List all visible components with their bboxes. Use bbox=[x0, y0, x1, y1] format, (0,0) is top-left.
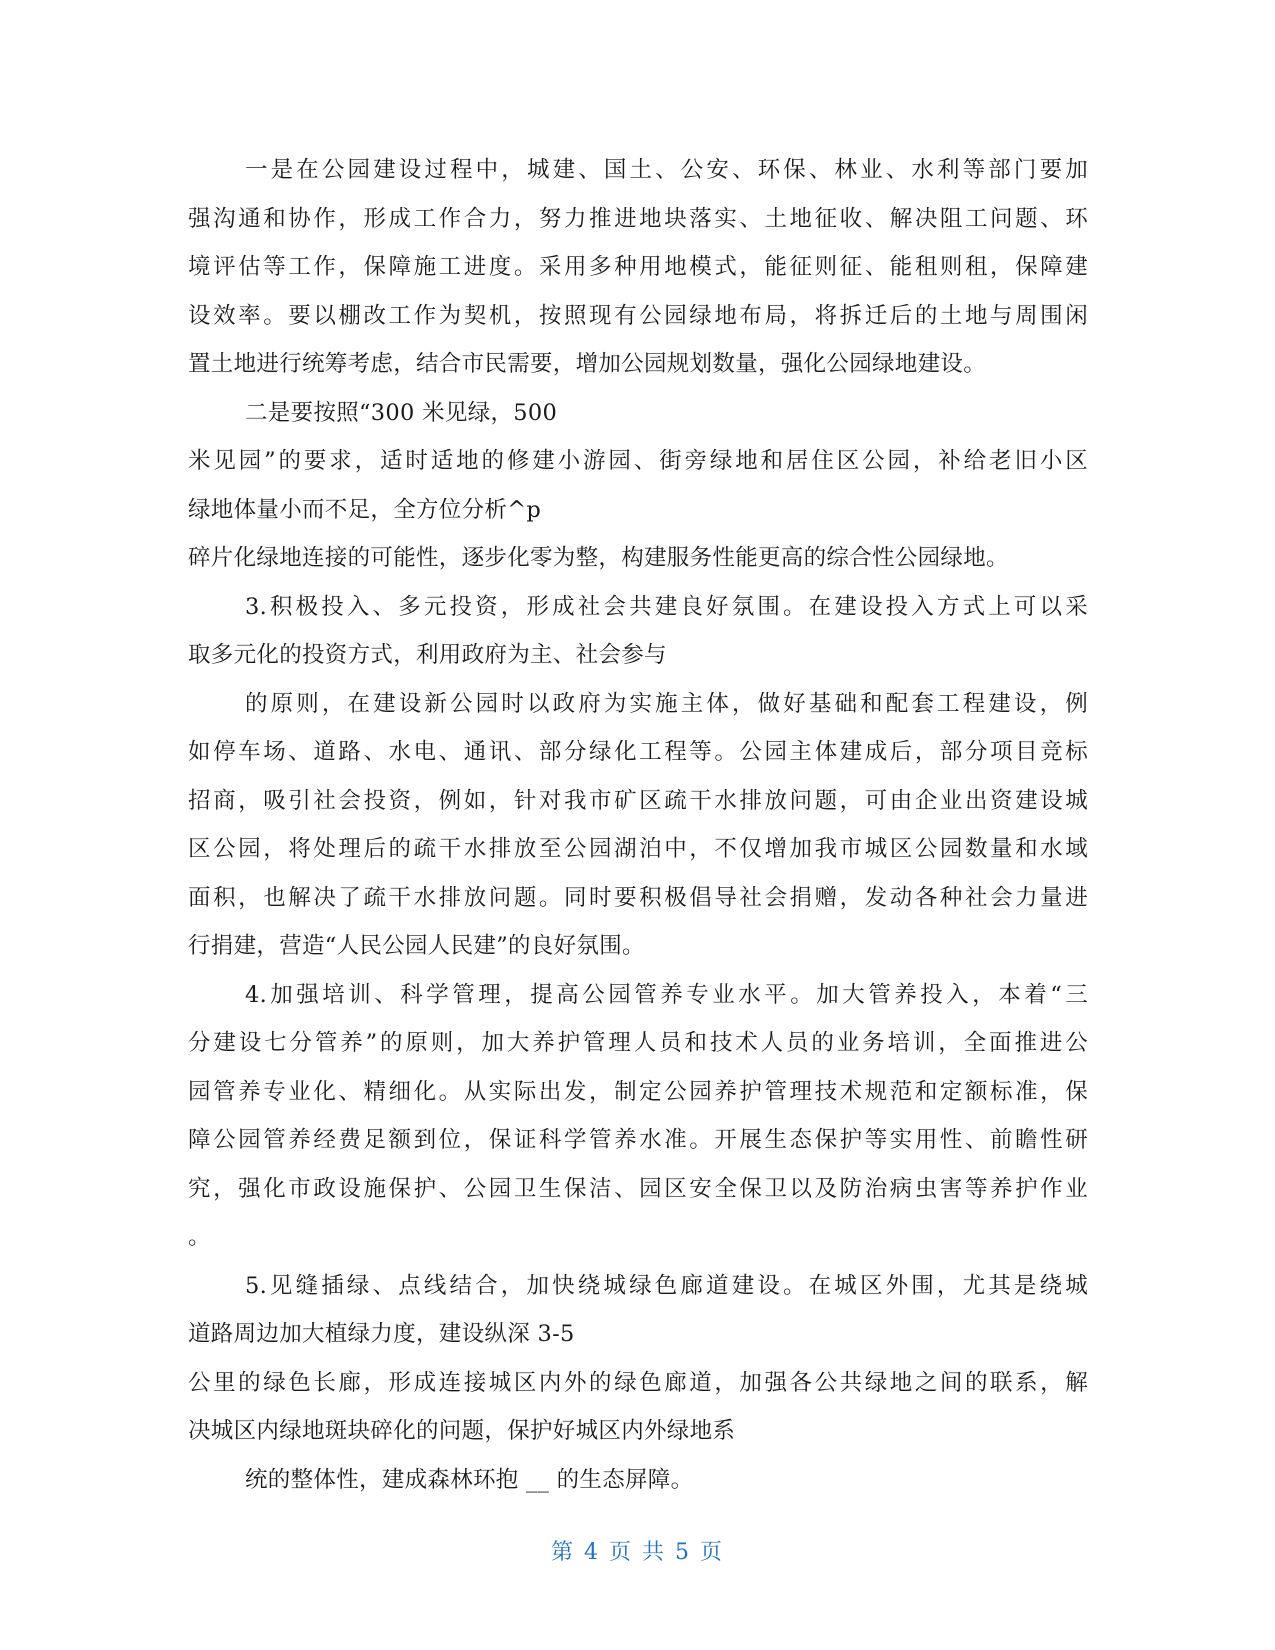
paragraph-line: 统的整体性，建成森林环抱 __ 的生态屏障。 bbox=[245, 1466, 694, 1493]
paragraph-line: 绿地体量小而不足，全方位分析^p bbox=[188, 496, 542, 523]
paragraph-line: 如停车场、道路、水电、通讯、部分绿化工程等。公园主体建成后，部分项目竞标 bbox=[188, 739, 1088, 765]
paragraph-line: 一是在公园建设过程中，城建、国土、公安、环保、林业、水利等部门要加 bbox=[245, 157, 1088, 183]
paragraph-line: 行捐建，营造“人民公园人民建”的良好氛围。 bbox=[188, 933, 645, 959]
paragraph-line: 4.加强培训、科学管理，提高公园管养专业水平。加大管养投入，本着“三 bbox=[245, 981, 1088, 1008]
paragraph-line: 分建设七分管养”的原则，加大养护管理人员和技术人员的业务培训，全面推进公 bbox=[188, 1030, 1088, 1056]
paragraph-line: 境评估等工作，保障施工进度。采用多种用地模式，能征则征、能租则租，保障建 bbox=[188, 254, 1088, 280]
paragraph-line: 。 bbox=[188, 1224, 211, 1250]
paragraph-line: 设效率。要以棚改工作为契机，按照现有公园绿地布局，将拆迁后的土地与周围闲 bbox=[188, 302, 1088, 329]
paragraph-line: 二是要按照“300 米见绿，500 bbox=[245, 399, 558, 426]
paragraph-line: 强沟通和协作，形成工作合力，努力推进地块落实、土地征收、解决阻工问题、环 bbox=[188, 205, 1088, 232]
paragraph-line: 置土地进行统筹考虑，结合市民需要，增加公园规划数量，强化公园绿地建设。 bbox=[188, 351, 987, 377]
paragraph-line: 决城区内绿地斑块碎化的问题，保护好城区内外绿地系 bbox=[188, 1418, 736, 1444]
paragraph-line: 障公园管养经费足额到位，保证科学管养水准。开展生态保护等实用性、前瞻性研 bbox=[188, 1127, 1088, 1153]
paragraph-line: 5.见缝插绿、点线结合，加快绕城绿色廊道建设。在城区外围，尤其是绕城 bbox=[245, 1272, 1088, 1299]
paragraph-line: 面积，也解决了疏干水排放问题。同时要积极倡导社会捐赠，发动各种社会力量进 bbox=[188, 884, 1088, 911]
page-number-footer: 第 4 页 共 5 页 bbox=[551, 1540, 724, 1565]
paragraph-line: 招商，吸引社会投资，例如，针对我市矿区疏干水排放问题，可由企业出资建设城 bbox=[188, 787, 1088, 814]
paragraph-line: 3.积极投入、多元投资，形成社会共建良好氛围。在建设投入方式上可以采 bbox=[245, 593, 1088, 620]
paragraph-line: 究，强化市政设施保护、公园卫生保洁、园区安全保卫以及防治病虫害等养护作业 bbox=[188, 1175, 1088, 1202]
paragraph-line: 的原则，在建设新公园时以政府为实施主体，做好基础和配套工程建设，例 bbox=[245, 690, 1088, 717]
document-body bbox=[188, 146, 1088, 1504]
paragraph-line: 米见园”的要求，适时适地的修建小游园、街旁绿地和居住区公园，补给老旧小区 bbox=[188, 448, 1088, 474]
paragraph-line: 道路周边加大植绿力度，建设纵深 3-5 bbox=[188, 1321, 575, 1347]
paragraph-line: 区公园，将处理后的疏干水排放至公园湖泊中，不仅增加我市城区公园数量和水域 bbox=[188, 836, 1088, 862]
paragraph-line: 园管养专业化、精细化。从实际出发，制定公园养护管理技术规范和定额标准，保 bbox=[188, 1078, 1088, 1105]
paragraph-line: 取多元化的投资方式，利用政府为主、社会参与 bbox=[188, 642, 667, 668]
paragraph-line: 公里的绿色长廊，形成连接城区内外的绿色廊道，加强各公共绿地之间的联系，解 bbox=[188, 1369, 1088, 1396]
paragraph-line: 碎片化绿地连接的可能性，逐步化零为整，构建服务性能更高的综合性公园绿地。 bbox=[188, 545, 1009, 571]
